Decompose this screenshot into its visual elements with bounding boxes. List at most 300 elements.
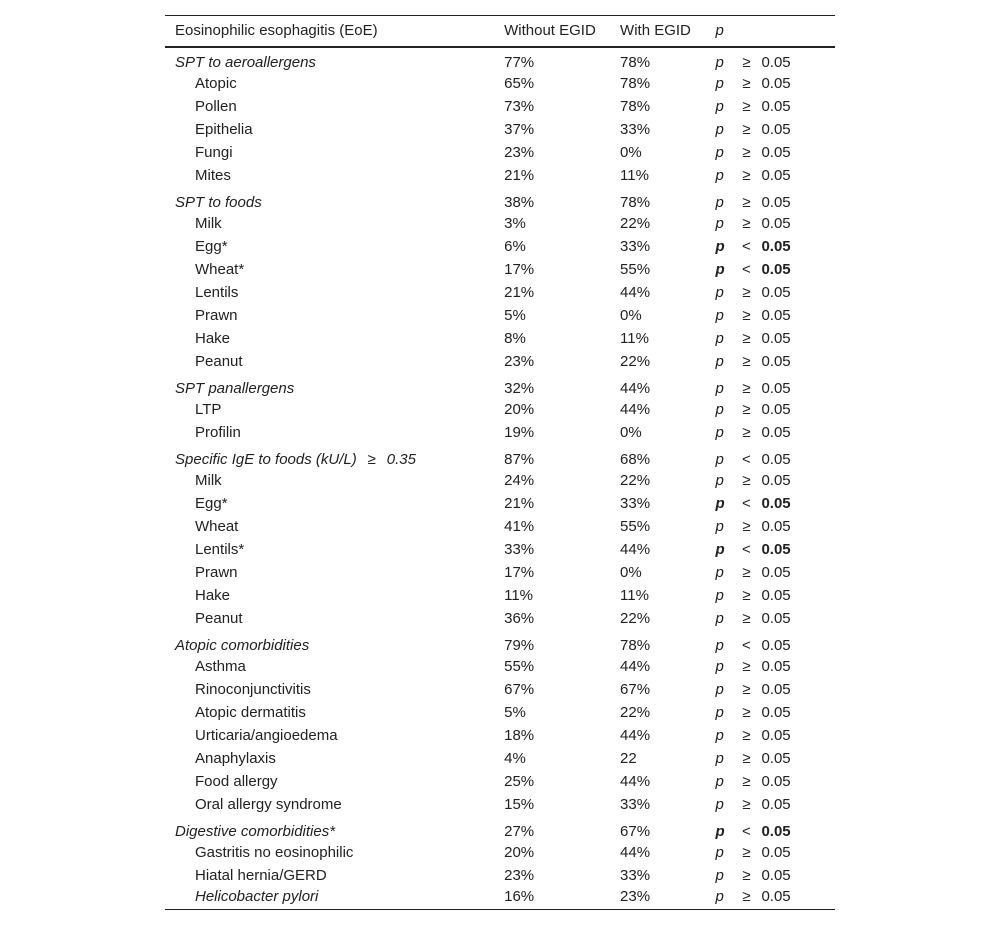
cell-p-value (715, 887, 835, 910)
cell-with-egid: 22% (620, 703, 651, 721)
table-category-row (165, 187, 835, 212)
row-label: Anaphylaxis (195, 749, 276, 767)
table-row (165, 350, 835, 373)
row-label: Mites (195, 166, 231, 184)
p-symbol: p (715, 74, 724, 92)
table-row (165, 304, 835, 327)
p-threshold: 0.05 (761, 843, 791, 861)
cell-p-value (715, 187, 835, 212)
p-operator: ≥ (742, 703, 751, 721)
p-symbol: p (715, 283, 724, 301)
p-operator: ≥ (742, 352, 751, 370)
header-without-egid: Without EGID (504, 16, 620, 47)
cell-with-egid: 0% (620, 306, 642, 324)
p-threshold: 0.05 (761, 352, 791, 370)
cell-with-egid: 22 (620, 749, 637, 767)
table-category-row (165, 373, 835, 398)
row-label: Wheat (195, 517, 239, 535)
p-symbol: p (715, 379, 724, 397)
row-label: Food allergy (195, 772, 278, 790)
cell-with-egid: 33% (620, 237, 651, 255)
p-operator: ≥ (742, 166, 751, 184)
header-label: Eosinophilic esophagitis (EoE) (165, 16, 504, 47)
cell-with-egid: 78% (620, 636, 651, 654)
cell-p-value (715, 235, 835, 258)
cell-with-egid: 44% (620, 772, 651, 790)
p-operator: ≥ (742, 329, 751, 347)
p-operator: ≥ (742, 379, 751, 397)
cell-p-value (715, 770, 835, 793)
p-symbol: p (715, 726, 724, 744)
row-label: Lentils (195, 283, 239, 301)
row-label: Asthma (195, 657, 246, 675)
cell-without-egid: 65% (504, 74, 535, 92)
cell-with-egid: 44% (620, 657, 651, 675)
p-symbol: p (715, 703, 724, 721)
p-symbol: p (715, 329, 724, 347)
table-category-row (165, 444, 835, 469)
cell-p-value (715, 212, 835, 235)
p-symbol: p (715, 772, 724, 790)
table-row (165, 212, 835, 235)
cell-with-egid: 67% (620, 822, 651, 840)
p-threshold: 0.05 (761, 866, 791, 884)
p-operator: ≥ (742, 563, 751, 581)
p-operator: ≥ (742, 423, 751, 441)
p-threshold: 0.05 (761, 680, 791, 698)
table-row (165, 258, 835, 281)
table-row (165, 95, 835, 118)
p-symbol: p (715, 214, 724, 232)
p-operator: < (742, 636, 751, 654)
p-symbol: p (715, 494, 725, 512)
table-row (165, 492, 835, 515)
p-operator: ≥ (742, 193, 751, 211)
cell-without-egid: 24% (504, 471, 535, 489)
table-row (165, 747, 835, 770)
p-operator: < (742, 494, 751, 512)
cell-without-egid: 77% (504, 53, 535, 71)
row-label: Hiatal hernia/GERD (195, 866, 327, 884)
cell-without-egid: 21% (504, 494, 535, 512)
table-row (165, 327, 835, 350)
header-p: p (715, 22, 724, 40)
p-operator: ≥ (742, 843, 751, 861)
p-symbol: p (715, 471, 724, 489)
cell-p-value (715, 281, 835, 304)
cell-without-egid: 73% (504, 97, 535, 115)
p-operator: ≥ (742, 400, 751, 418)
row-label: Prawn (195, 563, 238, 581)
table-row (165, 118, 835, 141)
row-label: Fungi (195, 143, 233, 161)
p-operator: ≥ (742, 795, 751, 813)
cell-p-value (715, 630, 835, 655)
cell-without-egid: 20% (504, 400, 535, 418)
row-label: Hake (195, 329, 231, 347)
cell-p-value (715, 864, 835, 887)
table-body (165, 47, 835, 910)
p-threshold: 0.05 (761, 749, 791, 767)
p-threshold: 0.05 (761, 471, 791, 489)
table-row (165, 281, 835, 304)
cell-without-egid: 11% (504, 586, 534, 604)
table-row (165, 701, 835, 724)
row-label: Milk (195, 471, 222, 489)
p-symbol: p (715, 609, 724, 627)
table-row (165, 469, 835, 492)
cell-without-egid: 21% (504, 283, 535, 301)
cell-p-value (715, 841, 835, 864)
cell-without-egid: 23% (504, 143, 535, 161)
cell-with-egid: 0% (620, 423, 642, 441)
row-label: Atopic (195, 74, 237, 92)
p-threshold: 0.05 (761, 329, 791, 347)
cell-without-egid: 17% (504, 563, 535, 581)
p-symbol: p (715, 53, 724, 71)
row-label: Lentils* (195, 540, 245, 558)
p-threshold: 0.05 (761, 74, 791, 92)
table-row (165, 398, 835, 421)
table-category-row (165, 630, 835, 655)
p-threshold: 0.05 (761, 703, 791, 721)
p-operator: ≥ (742, 214, 751, 232)
row-label: SPT panallergens (175, 379, 295, 397)
p-symbol: p (715, 166, 724, 184)
table-row (165, 655, 835, 678)
cell-p-value (715, 747, 835, 770)
row-label: SPT to foods (175, 193, 262, 211)
cell-p-value (715, 515, 835, 538)
cell-without-egid: 55% (504, 657, 535, 675)
cell-with-egid: 33% (620, 494, 651, 512)
table-row (165, 164, 835, 187)
table-row (165, 421, 835, 444)
row-label: Atopic comorbidities (175, 636, 310, 654)
row-label: Gastritis no eosinophilic (195, 843, 354, 861)
cell-without-egid: 25% (504, 772, 535, 790)
table-row (165, 141, 835, 164)
cell-without-egid: 38% (504, 193, 535, 211)
p-threshold: 0.05 (761, 283, 791, 301)
p-operator: ≥ (742, 609, 751, 627)
p-operator: ≥ (742, 866, 751, 884)
cell-with-egid: 0% (620, 563, 642, 581)
cell-p-value (715, 47, 835, 72)
p-operator: ≥ (742, 283, 751, 301)
p-operator: ≥ (742, 749, 751, 767)
p-symbol: p (715, 540, 725, 558)
table-row (165, 864, 835, 887)
p-symbol: p (715, 306, 724, 324)
cell-p-value (715, 72, 835, 95)
table-row (165, 515, 835, 538)
p-threshold: 0.05 (761, 540, 791, 558)
p-symbol: p (715, 400, 724, 418)
cell-with-egid: 78% (620, 53, 651, 71)
p-symbol: p (715, 749, 724, 767)
p-symbol: p (715, 517, 724, 535)
cell-with-egid: 44% (620, 843, 651, 861)
p-threshold: 0.05 (761, 563, 791, 581)
row-label: Rinoconjunctivitis (195, 680, 311, 698)
cell-without-egid: 4% (504, 749, 526, 767)
cell-p-value (715, 421, 835, 444)
p-operator: ≥ (742, 97, 751, 115)
row-label: SPT to aeroallergens (175, 53, 316, 71)
cell-p-value (715, 444, 835, 469)
p-symbol: p (715, 352, 724, 370)
p-operator: ≥ (742, 586, 751, 604)
row-label: Oral allergy syndrome (195, 795, 342, 813)
cell-with-egid: 78% (620, 193, 651, 211)
cell-without-egid: 6% (504, 237, 526, 255)
p-operator: ≥ (742, 772, 751, 790)
row-label: Peanut (195, 609, 243, 627)
cell-with-egid: 44% (620, 379, 651, 397)
row-label: Milk (195, 214, 222, 232)
p-threshold: 0.05 (761, 260, 791, 278)
row-label: Helicobacter pylori (195, 887, 319, 905)
row-label: Atopic dermatitis (195, 703, 306, 721)
p-operator: < (742, 237, 751, 255)
cell-p-value (715, 701, 835, 724)
cell-without-egid: 16% (504, 887, 620, 910)
table-container (165, 15, 835, 910)
cell-without-egid: 32% (504, 379, 535, 397)
cell-with-egid: 68% (620, 450, 651, 468)
p-threshold: 0.05 (761, 887, 791, 905)
p-symbol: p (715, 143, 724, 161)
table-row (165, 561, 835, 584)
cell-p-value (715, 258, 835, 281)
p-symbol: p (715, 423, 724, 441)
p-operator: ≥ (742, 887, 751, 905)
p-symbol: p (715, 657, 724, 675)
cell-p-value (715, 118, 835, 141)
row-label: Wheat* (195, 260, 245, 278)
p-symbol: p (715, 843, 724, 861)
p-threshold: 0.05 (761, 237, 791, 255)
p-symbol: p (715, 586, 724, 604)
cell-without-egid: 3% (504, 214, 526, 232)
cell-without-egid: 41% (504, 517, 535, 535)
p-symbol: p (715, 450, 724, 468)
cell-without-egid: 21% (504, 166, 535, 184)
cell-without-egid: 8% (504, 329, 526, 347)
p-symbol: p (715, 822, 725, 840)
p-threshold: 0.05 (761, 379, 791, 397)
cell-p-value (715, 655, 835, 678)
row-label: LTP (195, 400, 222, 418)
cell-with-egid: 44% (620, 540, 651, 558)
cell-p-value (715, 793, 835, 816)
cell-without-egid: 17% (504, 260, 535, 278)
table-row (165, 841, 835, 864)
header-with-egid: With EGID (620, 16, 715, 47)
p-operator: ≥ (742, 143, 751, 161)
p-operator: ≥ (742, 306, 751, 324)
p-threshold: 0.05 (761, 423, 791, 441)
cell-without-egid: 27% (504, 822, 535, 840)
row-label: Peanut (195, 352, 243, 370)
cell-without-egid: 23% (504, 866, 535, 884)
cell-with-egid: 11% (620, 166, 649, 184)
row-label: Egg* (195, 494, 228, 512)
cell-p-value (715, 469, 835, 492)
cell-without-egid: 15% (504, 795, 535, 813)
cell-without-egid: 79% (504, 636, 535, 654)
p-operator: < (742, 450, 751, 468)
cell-without-egid: 87% (504, 450, 535, 468)
p-symbol: p (715, 866, 724, 884)
p-symbol: p (715, 680, 724, 698)
p-threshold: 0.05 (761, 494, 791, 512)
cell-p-value (715, 164, 835, 187)
p-threshold: 0.05 (761, 450, 791, 468)
row-label: Prawn (195, 306, 238, 324)
table-row (165, 770, 835, 793)
cell-with-egid: 22% (620, 471, 651, 489)
cell-with-egid: 44% (620, 400, 651, 418)
p-operator: < (742, 260, 751, 278)
table-category-row (165, 47, 835, 72)
p-threshold: 0.05 (761, 166, 791, 184)
p-threshold: 0.05 (761, 214, 791, 232)
row-label: Epithelia (195, 120, 253, 138)
cell-without-egid: 20% (504, 843, 535, 861)
row-label: Hake (195, 586, 231, 604)
cell-without-egid: 19% (504, 423, 535, 441)
cell-with-egid: 11% (620, 329, 649, 347)
cell-without-egid: 5% (504, 703, 526, 721)
cell-without-egid: 33% (504, 540, 535, 558)
p-threshold: 0.05 (761, 657, 791, 675)
cell-with-egid: 78% (620, 97, 651, 115)
cell-p-value (715, 724, 835, 747)
cell-p-value (715, 561, 835, 584)
p-symbol: p (715, 120, 724, 138)
p-symbol: p (715, 97, 724, 115)
p-threshold: 0.05 (761, 822, 791, 840)
p-operator: < (742, 822, 751, 840)
row-label: Pollen (195, 97, 237, 115)
p-threshold: 0.05 (761, 726, 791, 744)
p-threshold: 0.05 (761, 193, 791, 211)
table-row (165, 235, 835, 258)
cell-p-value (715, 141, 835, 164)
p-threshold: 0.05 (761, 517, 791, 535)
cell-p-value (715, 538, 835, 561)
p-symbol: p (715, 193, 724, 211)
table-category-row (165, 816, 835, 841)
table-row (165, 678, 835, 701)
cell-without-egid: 18% (504, 726, 535, 744)
threshold-value: 0.35 (386, 450, 416, 468)
p-operator: ≥ (742, 74, 751, 92)
p-operator: ≥ (742, 680, 751, 698)
row-label: Profilin (195, 423, 241, 441)
cell-p-value (715, 816, 835, 841)
cell-with-egid: 22% (620, 609, 651, 627)
p-symbol: p (715, 636, 724, 654)
row-label: Egg* (195, 237, 228, 255)
table-row (165, 724, 835, 747)
cell-without-egid: 23% (504, 352, 535, 370)
cell-with-egid: 33% (620, 866, 651, 884)
cell-p-value (715, 584, 835, 607)
p-operator: ≥ (742, 120, 751, 138)
cell-with-egid: 0% (620, 143, 642, 161)
row-label: Digestive comorbidities* (175, 822, 336, 840)
p-symbol: p (715, 237, 725, 255)
p-symbol: p (715, 887, 724, 905)
cell-p-value (715, 492, 835, 515)
cell-with-egid: 22% (620, 352, 651, 370)
p-operator: ≥ (742, 657, 751, 675)
cell-with-egid: 44% (620, 726, 651, 744)
cell-p-value (715, 678, 835, 701)
cell-with-egid: 11% (620, 586, 649, 604)
p-threshold: 0.05 (761, 97, 791, 115)
table-row (165, 607, 835, 630)
cell-p-value (715, 350, 835, 373)
cell-with-egid: 44% (620, 283, 651, 301)
p-operator: ≥ (742, 726, 751, 744)
row-label: Specific IgE to foods (kU/L) (175, 450, 357, 468)
p-operator: ≥ (742, 53, 751, 71)
cell-p-value (715, 95, 835, 118)
p-operator: ≥ (742, 517, 751, 535)
table-header-row (165, 16, 835, 47)
p-threshold: 0.05 (761, 772, 791, 790)
p-operator: < (742, 540, 751, 558)
p-operator: ≥ (742, 471, 751, 489)
cell-p-value (715, 398, 835, 421)
cell-p-value (715, 607, 835, 630)
table-row (165, 584, 835, 607)
p-threshold: 0.05 (761, 609, 791, 627)
p-threshold: 0.05 (761, 636, 791, 654)
cell-without-egid: 37% (504, 120, 535, 138)
cell-p-value (715, 327, 835, 350)
p-threshold: 0.05 (761, 586, 791, 604)
p-threshold: 0.05 (761, 143, 791, 161)
p-symbol: p (715, 563, 724, 581)
row-label: Urticaria/angioedema (195, 726, 338, 744)
eoe-comparison-table (165, 15, 835, 910)
cell-with-egid: 55% (620, 517, 651, 535)
table-row (165, 72, 835, 95)
cell-with-egid: 33% (620, 795, 651, 813)
table-row (165, 793, 835, 816)
p-threshold: 0.05 (761, 306, 791, 324)
cell-with-egid: 22% (620, 214, 651, 232)
cell-with-egid: 33% (620, 120, 651, 138)
cell-with-egid: 23% (620, 887, 715, 910)
cell-with-egid: 67% (620, 680, 651, 698)
cell-with-egid: 55% (620, 260, 651, 278)
table-row (165, 538, 835, 561)
cell-without-egid: 36% (504, 609, 535, 627)
p-threshold: 0.05 (761, 400, 791, 418)
p-symbol: p (715, 260, 725, 278)
p-threshold: 0.05 (761, 795, 791, 813)
cell-p-value (715, 304, 835, 327)
p-threshold: 0.05 (761, 120, 791, 138)
cell-without-egid: 67% (504, 680, 535, 698)
cell-p-value (715, 373, 835, 398)
